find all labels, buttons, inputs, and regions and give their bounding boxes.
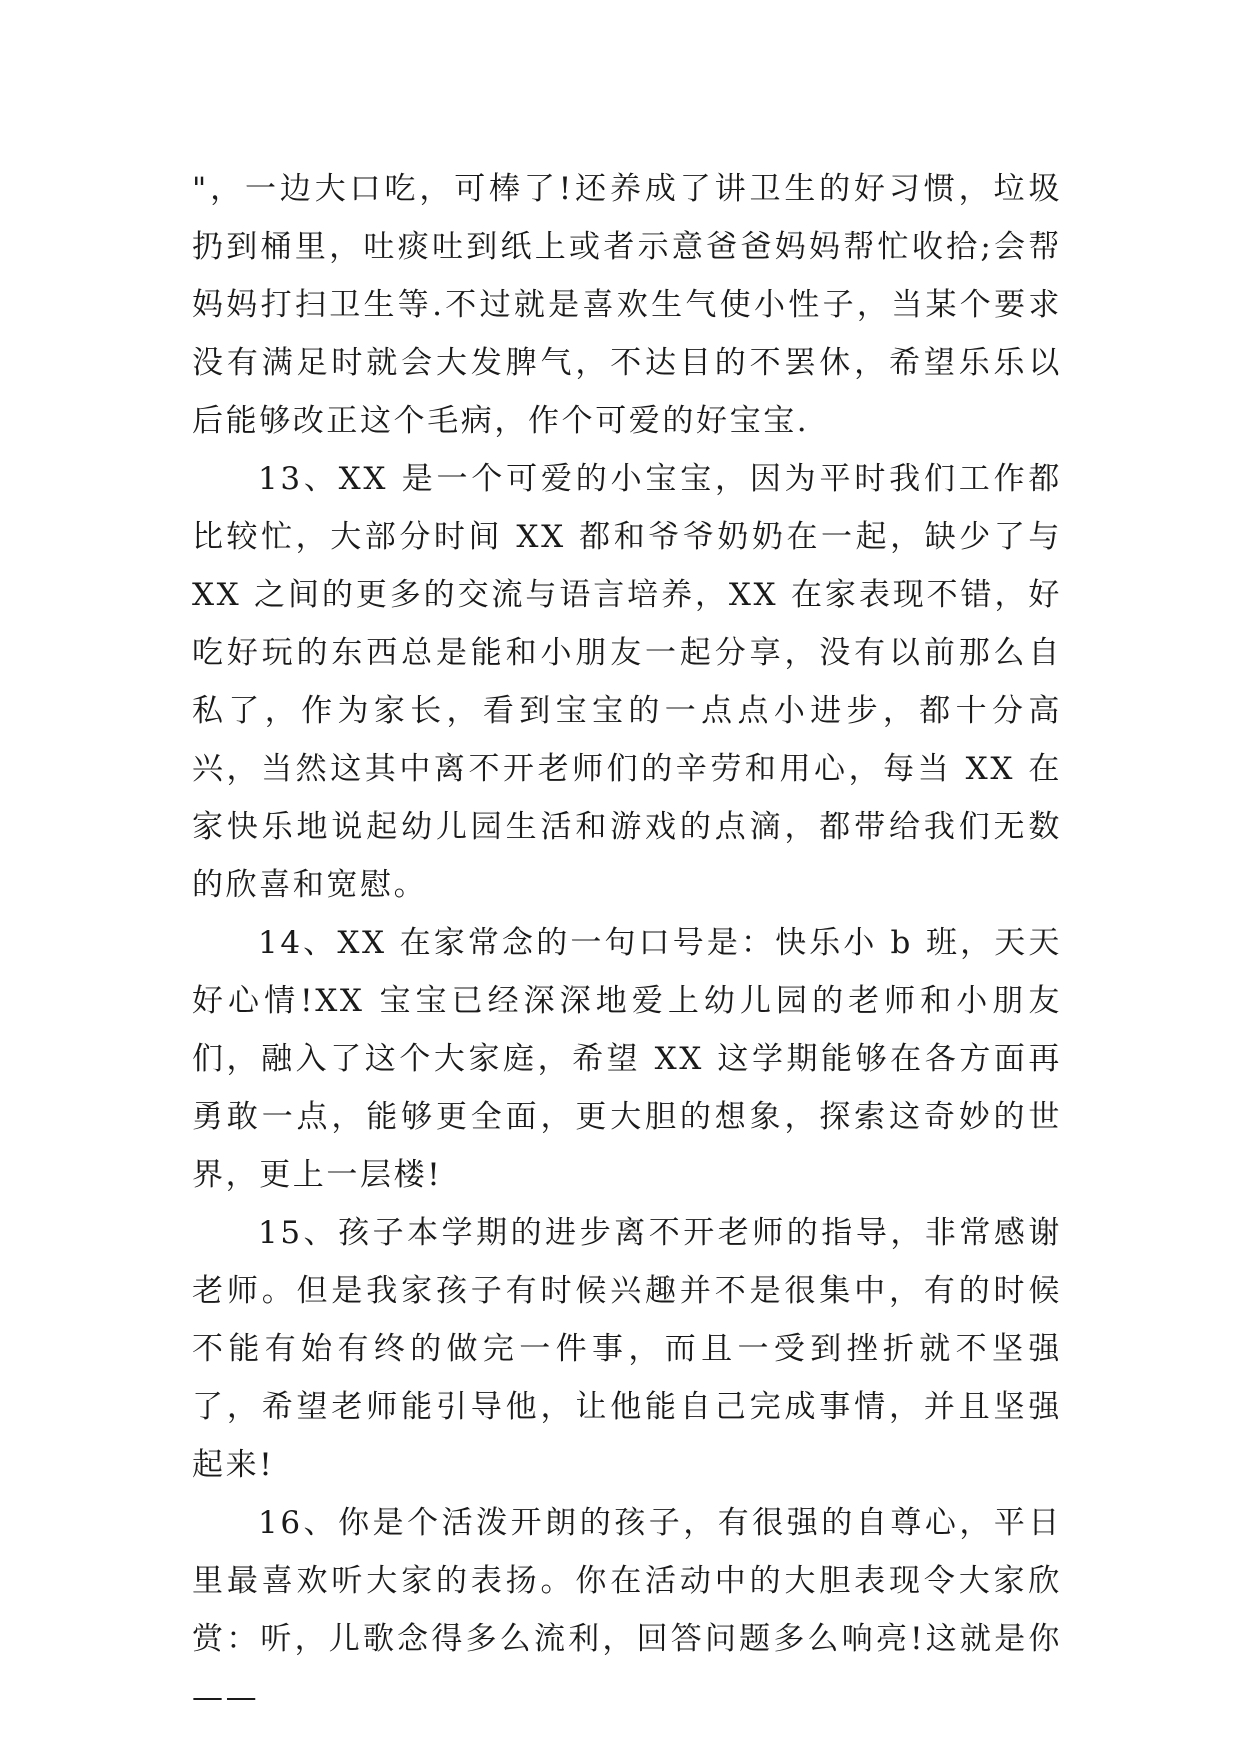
paragraph-15: 15、孩子本学期的进步离不开老师的指导，非常感谢老师。但是我家孩子有时候兴趣并不是很集中，有的时候不能有始有终的做完一件事，而且一受到挫折就不坚强了，希望老师能引导他，让他能自己完成事情，并且坚强起来!	[192, 1215, 1062, 1483]
document-body	[192, 160, 1062, 1726]
paragraph-14: 14、XX 在家常念的一句口号是：快乐小 b 班，天天好心情!XX 宝宝已经深深地爱上幼儿园的老师和小朋友们，融入了这个大家庭，希望 XX 这学期能够在各方面再勇敢一点，能够更全面，更大胆的想象，探索这奇妙的世界，更上一层楼!	[192, 925, 1062, 1193]
paragraph-continuation: "，一边大口吃，可棒了!还养成了讲卫生的好习惯，垃圾扔到桶里，吐痰吐到纸上或者示意爸爸妈妈帮忙收拾;会帮妈妈打扫卫生等.不过就是喜欢生气使小性子，当某个要求没有满足时就会大发脾气，不达目的不罢休，希望乐乐以后能够改正这个毛病，作个可爱的好宝宝.	[192, 171, 1062, 439]
paragraph-16: 16、你是个活泼开朗的孩子，有很强的自尊心，平日里最喜欢听大家的表扬。你在活动中的大胆表现令大家欣赏：听，儿歌念得多么流利，回答问题多么响亮!这就是你——	[192, 1505, 1062, 1715]
paragraph-13: 13、XX 是一个可爱的小宝宝，因为平时我们工作都比较忙，大部分时间 XX 都和爷爷奶奶在一起，缺少了与 XX 之间的更多的交流与语言培养，XX 在家表现不错，好吃好玩的东西总是能和小朋友一起分享，没有以前那么自私了，作为家长，看到宝宝的一点点小进步，都十分高兴，当然这其中离不开老师们的辛劳和用心，每当 XX 在家快乐地说起幼儿园生活和游戏的点滴，都带给我们无数的欣喜和宽慰。	[192, 461, 1062, 903]
